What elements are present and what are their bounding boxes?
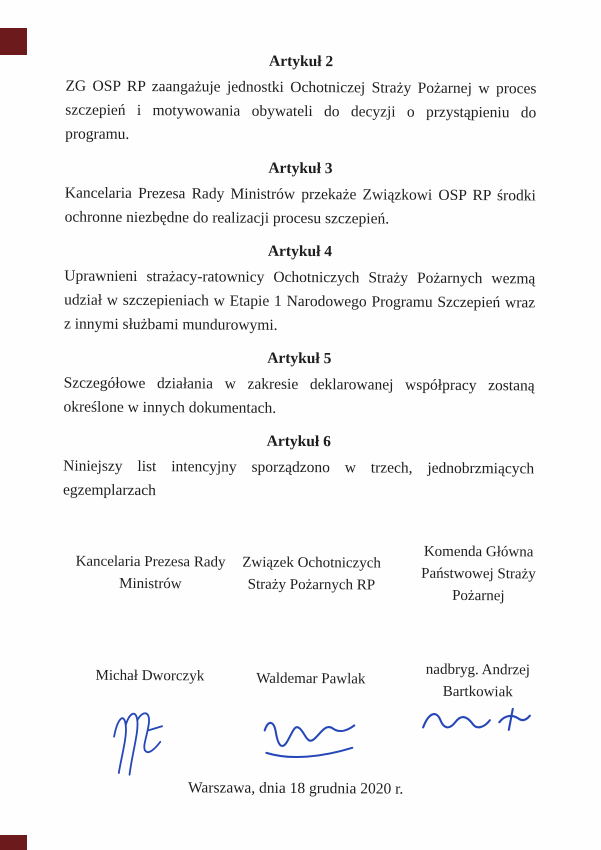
signature-stroke: [499, 716, 530, 723]
signatory-name-bartkowiak: nadbryg. Andrzej Bartkowiak: [425, 661, 531, 701]
article-heading-4: Artykuł 4: [267, 242, 333, 261]
signature-stroke: [149, 726, 162, 730]
signatory-organization-zosprp: Związek Ochotniczych Straży Pożarnych RP: [242, 554, 381, 594]
signature-stroke: [266, 747, 352, 757]
signatory-name-pawlak: Waldemar Pawlak: [256, 670, 366, 688]
signatory-organization-kgpsp: Komenda Główna Państwowej Straży Pożarnej: [421, 543, 536, 605]
date-line: Warszawa, dnia 18 grudnia 2020 r.: [187, 779, 404, 798]
signature-block: [0, 543, 598, 812]
signature-dworczyk: [107, 695, 174, 781]
article-body-2: ZG OSP RP zaangażuje jednostki Ochotniczej Straży Pożarnej w proces szczepień i motywowania obywateli do decyzji o przystąpieniu do programu.: [65, 77, 537, 143]
signature-stroke: [125, 714, 137, 775]
article-heading-6: Artykuł 6: [266, 432, 331, 451]
signatory-name-dworczyk: Michał Dworczyk: [95, 667, 205, 685]
scan-mark-bottom-left: [0, 835, 27, 850]
article-heading-5: Artykuł 5: [267, 349, 332, 368]
article-body-6: Niniejszy list intencyjny sporządzono w trzech, jednobrzmiących egzemplarzach: [62, 457, 535, 500]
article-body-5: Szczegółowe działania w zakresie deklarowanej współpracy zostaną określone w innych dokumentach.: [63, 374, 535, 417]
signature-stroke: [423, 714, 490, 728]
signature-stroke: [114, 718, 126, 773]
article-heading-3: Artykuł 3: [268, 159, 333, 178]
signatory-organization-kprm: Kancelaria Prezesa Rady Ministrów: [75, 553, 226, 593]
signature-stroke: [509, 709, 513, 730]
article-body-4: Uprawnieni strażacy-ratownicy Ochotniczych Straży Pożarnych wezmą udział w szczepieniach w Etapie 1 Narodowego Programu Szczepień wraz z innymi służbami mundurowymi.: [63, 267, 536, 334]
article-body-3: Kancelaria Prezesa Rady Ministrów przekaże Związkowi OSP RP środki ochronne niezbędne do realizacji procesu szczepień.: [64, 184, 536, 228]
signature-stroke: [137, 713, 160, 752]
signature-pawlak: [253, 712, 363, 769]
article-heading-2: Artykuł 2: [268, 52, 334, 71]
signature-bartkowiak: [415, 701, 533, 742]
signature-stroke: [265, 723, 355, 746]
